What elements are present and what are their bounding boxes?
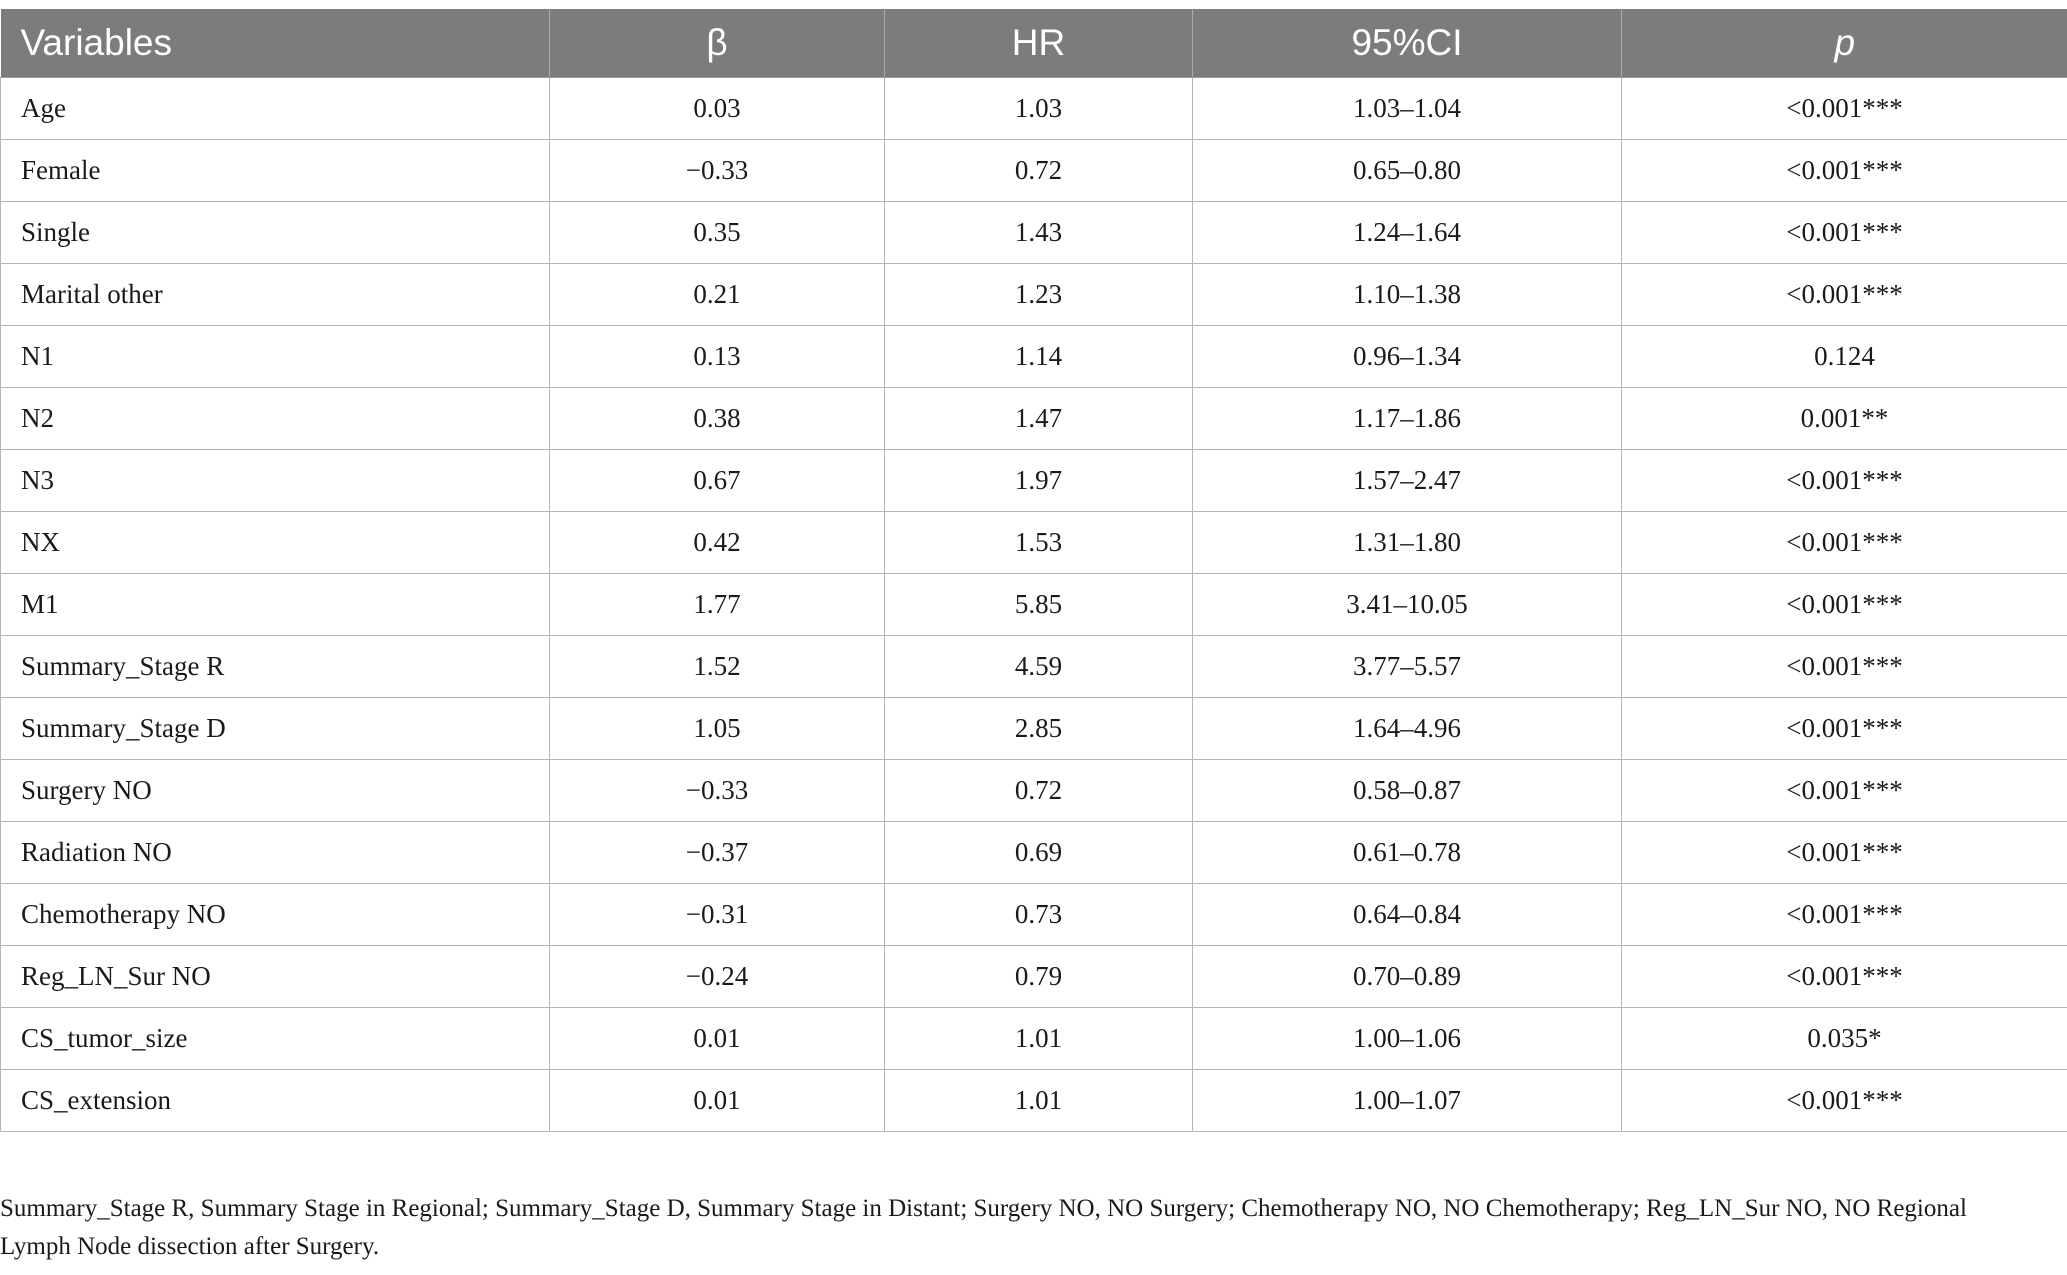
hr-cell: 1.14 [885, 326, 1193, 388]
variable-cell: Chemotherapy NO [1, 884, 550, 946]
p-value-cell: 0.124 [1622, 326, 2067, 388]
table-row [1, 884, 2067, 946]
hr-cell: 0.72 [885, 140, 1193, 202]
beta-cell: 0.42 [550, 512, 885, 574]
p-value-cell: <0.001*** [1622, 946, 2067, 1008]
table-row [1, 636, 2067, 698]
table-row [1, 1008, 2067, 1070]
beta-cell: 0.67 [550, 450, 885, 512]
ci-cell: 1.00–1.07 [1193, 1070, 1622, 1132]
beta-cell: 0.01 [550, 1070, 885, 1132]
beta-cell: −0.31 [550, 884, 885, 946]
p-value-cell: 0.035* [1622, 1008, 2067, 1070]
p-value-cell: <0.001*** [1622, 512, 2067, 574]
ci-cell: 1.03–1.04 [1193, 78, 1622, 140]
table-row [1, 450, 2067, 512]
beta-cell: −0.24 [550, 946, 885, 1008]
beta-cell: −0.33 [550, 760, 885, 822]
p-value-cell: <0.001*** [1622, 574, 2067, 636]
beta-cell: −0.37 [550, 822, 885, 884]
beta-cell: 0.35 [550, 202, 885, 264]
p-value-cell: <0.001*** [1622, 202, 2067, 264]
variable-cell: Surgery NO [1, 760, 550, 822]
variable-cell: N1 [1, 326, 550, 388]
variable-cell: CS_tumor_size [1, 1008, 550, 1070]
beta-cell: 0.38 [550, 388, 885, 450]
hr-cell: 1.23 [885, 264, 1193, 326]
hr-cell: 1.53 [885, 512, 1193, 574]
variable-cell: N3 [1, 450, 550, 512]
variable-cell: Radiation NO [1, 822, 550, 884]
header-ci: 95%CI [1193, 9, 1622, 78]
variable-cell: CS_extension [1, 1070, 550, 1132]
p-value-cell: <0.001*** [1622, 636, 2067, 698]
ci-cell: 1.00–1.06 [1193, 1008, 1622, 1070]
hr-cell: 0.79 [885, 946, 1193, 1008]
beta-cell: −0.33 [550, 140, 885, 202]
beta-cell: 1.05 [550, 698, 885, 760]
hr-cell: 1.97 [885, 450, 1193, 512]
hr-cell: 0.69 [885, 822, 1193, 884]
ci-cell: 1.24–1.64 [1193, 202, 1622, 264]
ci-cell: 1.10–1.38 [1193, 264, 1622, 326]
table-row [1, 574, 2067, 636]
ci-cell: 1.57–2.47 [1193, 450, 1622, 512]
ci-cell: 1.17–1.86 [1193, 388, 1622, 450]
p-value-cell: 0.001** [1622, 388, 2067, 450]
table-row [1, 822, 2067, 884]
beta-cell: 1.77 [550, 574, 885, 636]
p-value-cell: <0.001*** [1622, 264, 2067, 326]
variable-cell: Female [1, 140, 550, 202]
variable-cell: Summary_Stage R [1, 636, 550, 698]
table-row [1, 140, 2067, 202]
ci-cell: 1.64–4.96 [1193, 698, 1622, 760]
p-value-cell: <0.001*** [1622, 450, 2067, 512]
hr-cell: 0.72 [885, 760, 1193, 822]
table-footnote: Summary_Stage R, Summary Stage in Regional; Summary_Stage D, Summary Stage in Distant; Surgery NO, NO Surgery; Chemotherapy NO, NO Chemotherapy; Reg_LN_Sur NO, NO Regional Lymph Node dissection after Surgery. [0, 1195, 1967, 1260]
beta-cell: 0.03 [550, 78, 885, 140]
table-row [1, 388, 2067, 450]
table-row [1, 326, 2067, 388]
results-table-container [0, 9, 2067, 1132]
variable-cell: Single [1, 202, 550, 264]
table-row [1, 760, 2067, 822]
hr-cell: 1.01 [885, 1008, 1193, 1070]
beta-cell: 0.13 [550, 326, 885, 388]
table-row [1, 946, 2067, 1008]
table-row [1, 512, 2067, 574]
header-hr: HR [885, 9, 1193, 78]
table-row [1, 698, 2067, 760]
hr-cell: 1.47 [885, 388, 1193, 450]
ci-cell: 0.58–0.87 [1193, 760, 1622, 822]
p-value-cell: <0.001*** [1622, 78, 2067, 140]
ci-cell: 0.65–0.80 [1193, 140, 1622, 202]
variable-cell: N2 [1, 388, 550, 450]
p-value-cell: <0.001*** [1622, 1070, 2067, 1132]
table-header [1, 9, 2067, 78]
beta-cell: 0.21 [550, 264, 885, 326]
header-p: p [1622, 9, 2067, 78]
table-row [1, 202, 2067, 264]
ci-cell: 1.31–1.80 [1193, 512, 1622, 574]
ci-cell: 3.77–5.57 [1193, 636, 1622, 698]
hr-cell: 0.73 [885, 884, 1193, 946]
variable-cell: NX [1, 512, 550, 574]
table-row [1, 264, 2067, 326]
beta-cell: 1.52 [550, 636, 885, 698]
table-row [1, 78, 2067, 140]
header-variables: Variables [1, 9, 550, 78]
beta-cell: 0.01 [550, 1008, 885, 1070]
header-row [1, 9, 2067, 78]
variable-cell: Summary_Stage D [1, 698, 550, 760]
ci-cell: 0.64–0.84 [1193, 884, 1622, 946]
ci-cell: 0.70–0.89 [1193, 946, 1622, 1008]
p-value-cell: <0.001*** [1622, 822, 2067, 884]
cox-regression-table [0, 9, 2067, 1132]
variable-cell: Age [1, 78, 550, 140]
hr-cell: 1.43 [885, 202, 1193, 264]
header-beta: β [550, 9, 885, 78]
hr-cell: 5.85 [885, 574, 1193, 636]
p-value-cell: <0.001*** [1622, 140, 2067, 202]
variable-cell: Marital other [1, 264, 550, 326]
variable-cell: M1 [1, 574, 550, 636]
variable-cell: Reg_LN_Sur NO [1, 946, 550, 1008]
ci-cell: 0.96–1.34 [1193, 326, 1622, 388]
table-row [1, 1070, 2067, 1132]
hr-cell: 1.03 [885, 78, 1193, 140]
ci-cell: 0.61–0.78 [1193, 822, 1622, 884]
p-value-cell: <0.001*** [1622, 884, 2067, 946]
ci-cell: 3.41–10.05 [1193, 574, 1622, 636]
hr-cell: 4.59 [885, 636, 1193, 698]
hr-cell: 2.85 [885, 698, 1193, 760]
p-value-cell: <0.001*** [1622, 698, 2067, 760]
hr-cell: 1.01 [885, 1070, 1193, 1132]
p-value-cell: <0.001*** [1622, 760, 2067, 822]
table-body [1, 78, 2067, 1132]
